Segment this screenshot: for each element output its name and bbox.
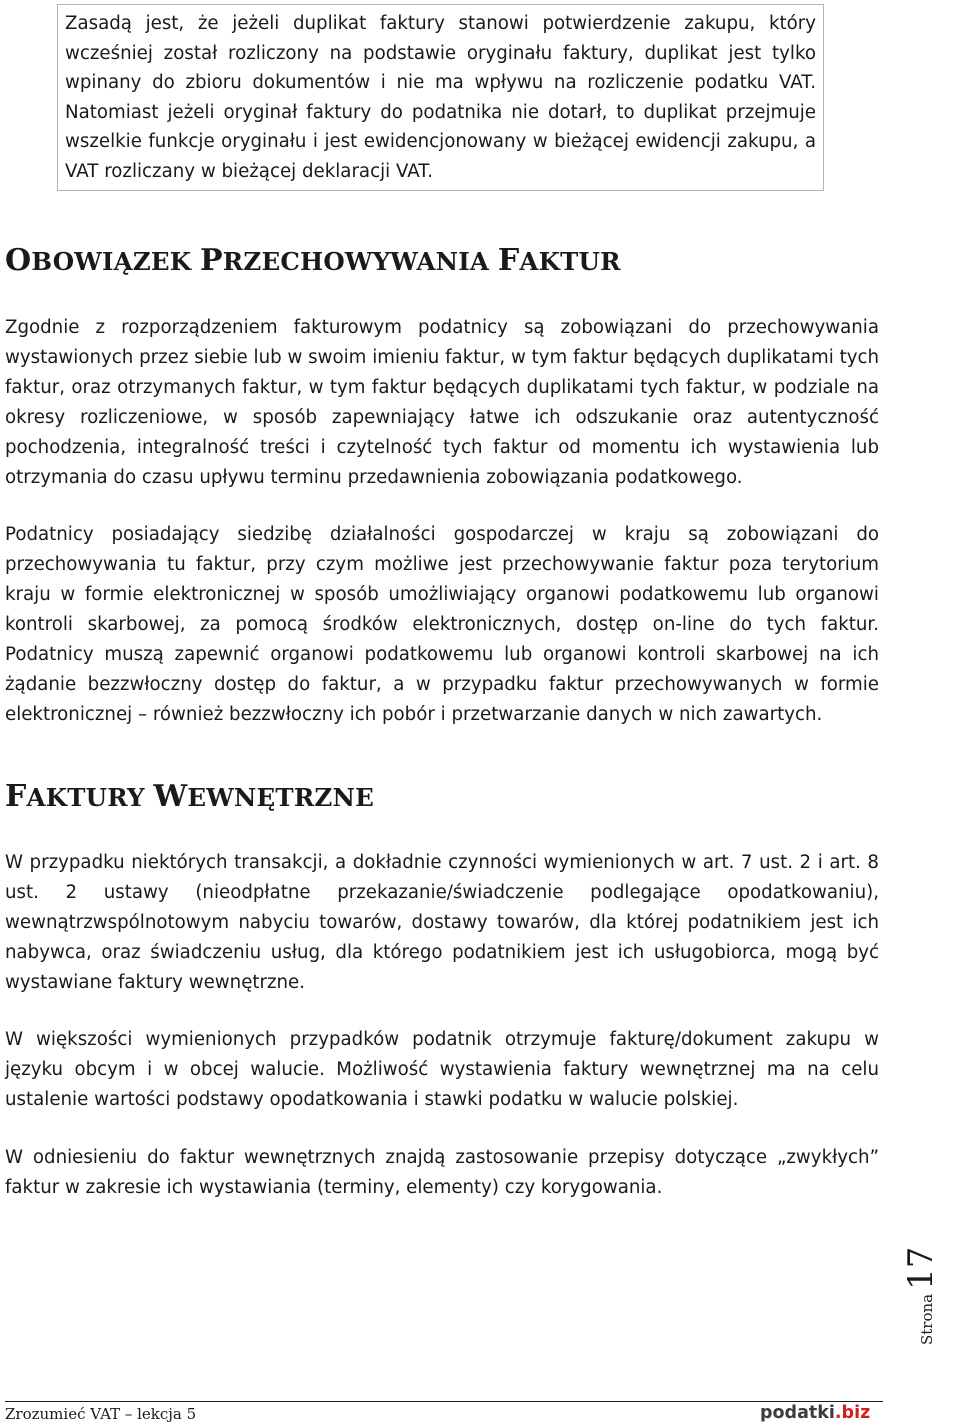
section-heading-storage: OBOWIĄZEK PRZECHOWYWANIA FAKTUR [5,243,621,278]
brand-domain: .biz [834,1403,871,1423]
info-box [57,4,824,191]
paragraph-storage-2: Podatnicy posiadający siedzibę działalności gospodarczej w kraju są zobowiązani do przechowywania tu faktur, przy czym możliwe jest przechowywanie faktur poza terytorium kraju w formie elektronicznej w sposób umożliwiający organowi podatkowemu lub organowi kontroli skarbowej, za pomocą środków elektronicznych, dostęp on-line do tych faktur. Podatnicy muszą zapewnić organowi podatkowemu lub organowi kontroli skarbowej na ich żądanie bezzwłoczny dostęp do faktur, a w przypadku faktur przechowywanych w formie elektronicznej – również bezzwłoczny ich pobór i przetwarzanie danych w nich zawartych. [5,524,879,725]
paragraph-internal-2: W większości wymienionych przypadków podatnik otrzymuje fakturę/dokument zakupu w języku obcym i w obcej walucie. Możliwość wystawienia faktury wewnętrznej ma na celu ustalenie wartości podstawy opodatkowania i stawki podatku w walucie polskiej. [5,1029,879,1110]
brand-name: podatki [760,1403,835,1423]
paragraph-internal-3: W odniesieniu do faktur wewnętrznych znajdą zastosowanie przepisy dotyczące „zwykłych” faktur w zakresie ich wystawiania (terminy, elementy) czy korygowania. [5,1147,879,1198]
footer-course-title: Zrozumieć VAT – lekcja 5 [5,1405,197,1423]
brand-logo [760,1403,870,1423]
page-word: Strona [918,1293,936,1345]
info-box-text: Zasadą jest, że jeżeli duplikat faktury stanowi potwierdzenie zakupu, który wcześniej został rozliczony na podstawie oryginału faktury, duplikat jest tylko wpinany do zbioru dokumentów i nie ma wpływu na rozliczenie podatku VAT. Natomiast jeżeli oryginał faktury do podatnika nie dotarł, to duplikat przejmuje wszelkie funkcje oryginału i jest ewidencjonowany w bieżącej ewidencji zakupu, a VAT rozliczany w bieżącej deklaracji VAT. [65,13,816,182]
page-number-label [901,1247,941,1345]
paragraph-internal-1: W przypadku niektórych transakcji, a dokładnie czynności wymienionych w art. 7 ust. 2 i art. 8 ust. 2 ustawy (nieodpłatne przekazanie/świadczenie podlegające opodatkowaniu), wewnątrzwspólnotowym nabyciu towarów, dostawy towarów, dla której podatnikiem jest ich nabywca, oraz świadczeniu usług, dla którego podatnikiem jest ich usługobiorca, mogą być wystawiane faktury wewnętrzne. [5,852,879,993]
footer-divider [5,1401,883,1402]
paragraph-storage-1: Zgodnie z rozporządzeniem fakturowym podatnicy są zobowiązani do przechowywania wystawionych przez siebie lub w swoim imieniu faktur, w tym faktur będących duplikatami tych faktur, oraz otrzymanych faktur, w tym faktur będących duplikatami tych faktur, w podziale na okresy rozliczeniowe, w sposób zapewniający łatwe ich odszukanie oraz autentyczność pochodzenia, integralność treści i czytelność tych faktur od momentu ich wystawienia lub otrzymania do czasu upływu terminu przedawnienia zobowiązania podatkowego. [5,317,879,488]
page-number: 17 [901,1246,941,1290]
section-heading-internal-invoices: FAKTURY WEWNĘTRZNE [5,779,374,814]
